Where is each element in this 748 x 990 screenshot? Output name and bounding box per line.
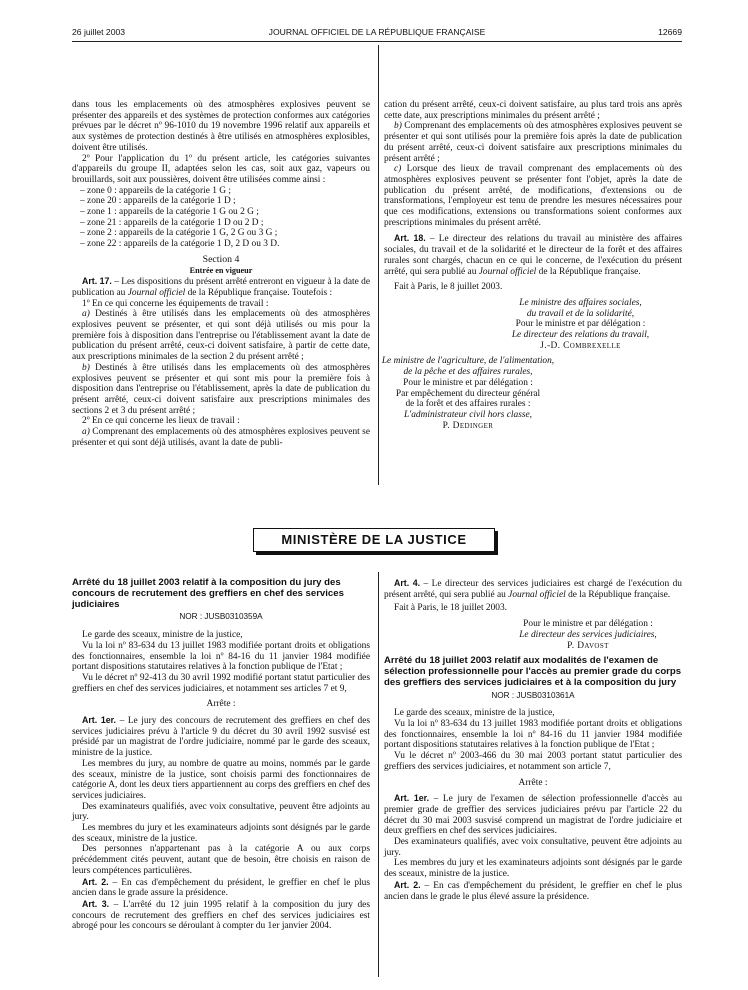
paragraph <box>72 427 370 448</box>
paragraph: Vu la loi nº 83-634 du 13 juillet 1983 modifiée portant droits et obligations des fonctionnaires, ensemble la loi nº 84-16 du 11 janvier 1984 modifiée portant dispositions statutaires relatives à la fonction publique de l'Etat ; <box>384 719 682 751</box>
article-label: Art. 2. <box>394 879 421 890</box>
zone-item: – zone 2 : appareils de la catégorie 1 G, 2 G ou 3 G ; <box>80 228 278 239</box>
signatory-title: du travail et de la solidarité, <box>526 308 635 319</box>
item-label: a) <box>82 309 90 320</box>
zone-item: – zone 0 : appareils de la catégorie 1 G ; <box>80 185 231 196</box>
item-text: Destinés à être utilisés dans les emplacements où des atmosphères explosives peuvent se présenter et qui sont mis pour la première fois à disposition dans l'entreprise ou l'établissement, après la date de publication du présent arrêté, ceux-ci doivent satisfaire aux prescriptions minimales des sections 2 et 3 du présent arrêté ; <box>72 362 370 416</box>
journal-reference: Journal officiel <box>508 589 566 600</box>
bottom-left-column <box>72 578 370 932</box>
paragraph: Le garde des sceaux, ministre de la justice, <box>394 708 555 719</box>
signing-place-date: Fait à Paris, le 8 juillet 2003. <box>394 282 503 293</box>
nor-reference: NOR : JUSB0310361A <box>491 690 575 700</box>
section-heading: Section 4 <box>202 253 240 265</box>
article-text: – Les dispositions du présent arrêté entreront en vigueur à la date de publication au <box>72 277 370 298</box>
article-1 <box>72 715 370 759</box>
article-text: – Le directeur des services judiciaires est chargé de l'exécution du présent arrêté, qui sera publié au <box>384 579 682 600</box>
paragraph: Les membres du jury et les examinateurs adjoints sont désignés par le garde des sceaux, ministre de la justice. <box>72 823 370 844</box>
signatory-title: L'administrateur civil hors classe, <box>403 409 533 420</box>
article-label: Art. 1er. <box>394 793 430 804</box>
article-text: – L'arrêté du 12 juin 1995 relatif à la composition du jury des concours de recrutement des greffiers en chef des services judiciaires est abrogé pour les concours se déroulant à compter du 1er janvier 2004. <box>72 899 370 932</box>
paragraph: Les membres du jury et les examinateurs adjoints sont désignés par le garde des sceaux, ministre de la justice. <box>384 858 682 880</box>
signatory-title: de la pêche et des affaires rurales, <box>403 367 533 378</box>
article-text: – En cas d'empêchement du président, le greffier en chef le plus ancien dans le grade assure la présidence. <box>72 877 370 899</box>
paragraph: Vu le décret nº 2003-466 du 30 mai 2003 portant statut particulier des greffiers des services judiciaires, et notamment son article 7, <box>384 751 682 772</box>
signature-block-2 <box>374 356 562 431</box>
nor-reference: NOR : JUSB0310359A <box>179 612 263 622</box>
paragraph <box>72 363 370 417</box>
item-text: Comprenant des emplacements où des atmosphères explosives peuvent se présenter et qui sont déjà utilisés, avant la date de publi- <box>72 427 370 448</box>
arrete-heading: Arrête : <box>206 699 236 710</box>
paragraph: 2º Pour l'application du 1º du présent article, les catégories suivantes d'appareils du groupe II, adaptées selon les cas, soit aux gaz, vapeurs ou brouillards, soit aux poussières, doivent être utilisées comme ainsi : <box>72 153 370 185</box>
article-label: Art. 17. <box>82 276 112 287</box>
delegation-line: Pour le ministre et par délégation : <box>515 319 646 330</box>
delegation-line: Pour le ministre et par délégation : <box>403 377 533 388</box>
article-2 <box>72 877 370 899</box>
signatory-title: Le ministre des affaires sociales, <box>519 297 642 308</box>
signatory-title: Le ministre de l'agriculture, de l'alimentation, <box>381 356 555 367</box>
item-label: c) <box>394 164 402 175</box>
article-label: Art. 3. <box>82 898 110 909</box>
paragraph: Vu la loi nº 83-634 du 13 juillet 1983 modifiée portant droits et obligations des fonctionnaires, ensemble la loi nº 84-16 du 11 janvier 1984 modifiée portant dispositions statutaires relatives à la fonction publique de l'Etat ; <box>72 640 370 673</box>
article-3 <box>72 899 370 932</box>
section-subheading: Entrée en vigueur <box>189 265 253 275</box>
item-text: Lorsque des lieux de travail comprenant des emplacements où des atmosphères explosives peuvent se présenter font l'objet, après la date de publication du présent arrêté, de modifications, d'extensions ou de transformations, l'employeur est tenu de prendre les mesures nécessaires pour que ces modifications, extensions ou transformations soient conformes aux prescriptions minimales du présent arrêté. <box>384 164 682 228</box>
item-label: b) <box>82 362 90 373</box>
paragraph: 2º En ce qui concerne les lieux de travail : <box>82 416 240 427</box>
header-page-number: 12669 <box>658 27 682 37</box>
paragraph: Des personnes n'appartenant pas à la catégorie A ou aux corps précédemment cités peuvent, autant que de besoin, être choisis en raison de leurs compétences particulières. <box>72 844 370 876</box>
paragraph: cation du présent arrêté, ceux-ci doivent satisfaire, au plus tard trois ans après cette date, aux prescriptions minimales du présent arrêté ; <box>384 100 682 121</box>
signatory-name: P. Dedinger <box>442 420 494 431</box>
paragraph <box>384 164 682 228</box>
paragraph: 1º En ce qui concerne les équipements de travail : <box>82 298 269 309</box>
paragraph: Vu le décret nº 92-413 du 30 avril 1992 modifié portant statut particulier des greffiers en chef des services judiciaires, et notamment ses articles 7 et 9, <box>72 672 370 694</box>
article-18 <box>384 233 682 277</box>
column-divider-bottom <box>378 572 379 977</box>
header-journal-title: JOURNAL OFFICIEL DE LA RÉPUBLIQUE FRANÇAISE <box>268 27 486 37</box>
signing-place-date: Fait à Paris, le 18 juillet 2003. <box>394 603 508 614</box>
signatory-title: Le directeur des relations du travail, <box>511 330 650 341</box>
paragraph: Des examinateurs qualifiés, avec voix consultative, peuvent être adjoints au jury. <box>384 837 682 858</box>
delegation-line: Pour le ministre et par délégation : <box>523 619 653 630</box>
ministry-heading: MINISTÈRE DE LA JUSTICE <box>253 528 495 552</box>
zone-item: – zone 22 : appareils de la catégorie 1 D, 2 D ou 3 D. <box>80 239 280 250</box>
paragraph: Le garde des sceaux, ministre de la justice, <box>82 630 243 641</box>
article-label: Art. 1er. <box>82 715 116 726</box>
zone-item: – zone 21 : appareils de la catégorie 1 D ou 2 D ; <box>80 217 264 228</box>
journal-reference: Journal officiel <box>478 266 537 277</box>
signatory-name: J.-D. Combrexelle <box>540 340 621 351</box>
article-text: – En cas d'empêchement du président, le greffier en chef le plus ancien dans le grade le plus élevé assure la présidence. <box>384 880 682 902</box>
item-label: b) <box>394 121 402 132</box>
item-label: a) <box>82 427 90 438</box>
header-date: 26 juillet 2003 <box>72 27 126 37</box>
delegation-line: de la forêt et des affaires rurales : <box>405 399 531 410</box>
article-1 <box>384 793 682 837</box>
decree-title: Arrêté du 18 juillet 2003 relatif aux modalités de l'examen de sélection professionnelle pour l'accès au premier grade du corps des greffiers des services judiciaires et à la composition du jury <box>384 655 682 688</box>
article-text: – Le directeur des relations du travail au ministère des affaires sociales, du travail et de la solidarité et le directeur de la forêt et des affaires rurales sont chargés, chacun en ce qui le concerne, de l'exécution du présent arrêté, qui sera publié au <box>384 234 683 277</box>
item-text: Comprenant des emplacements où des atmosphères explosives peuvent se présenter et qui sont utilisés pour la première fois après la date de publication du présent arrêté, ceux-ci doivent satisfaire aux prescriptions minimales du présent arrêté ; <box>384 121 682 164</box>
paragraph: dans tous les emplacements où des atmosphères explosives peuvent se présenter des appareils et des systèmes de protection conformes aux catégories prévues par le décret nº 96-1010 du 19 novembre 1996 relatif aux appareils et aux systèmes de protection destinés à être utilisés en atmosphères explosibles, doivent être utilisés. <box>72 100 370 153</box>
signatory-title: Le directeur des services judiciaires, <box>519 629 657 640</box>
article-text: de la République française. Toutefois : <box>185 287 333 298</box>
article-label: Art. 2. <box>82 876 109 887</box>
signature-block-3 <box>494 619 682 651</box>
item-text: Destinés à être utilisés dans les emplacements où des atmosphères explosives peuvent se présenter, et qui sont déjà utilisés ou mis pour la première fois à disposition dans l'entreprise ou l'établissement avant la date de publication du présent arrêté, ceux-ci doivent satisfaire, à partir de cette date, aux prescriptions minimales de la section 2 du présent arrêté ; <box>72 309 370 363</box>
article-2 <box>384 880 682 902</box>
journal-reference: Journal officiel <box>127 287 186 298</box>
article-text: de la République française. <box>565 589 671 600</box>
header-rule <box>72 41 682 42</box>
article-text: – Le jury des concours de recrutement des greffiers en chef des services judiciaires prévu à l'article 9 du décret du 30 avril 1992 susvisé est présidé par un magistrat de l'ordre judiciaire, nommé par le garde des sceaux, ministre de la justice. <box>72 716 371 759</box>
paragraph <box>72 309 370 363</box>
article-label: Art. 18. <box>394 233 426 244</box>
zone-item: – zone 20 : appareils de la catégorie 1 D ; <box>80 196 236 207</box>
signatory-name: P. Davost <box>567 640 609 651</box>
arrete-heading: Arrête : <box>518 777 548 788</box>
delegation-line: Par empêchement du directeur général <box>395 388 541 399</box>
top-right-column <box>381 100 683 431</box>
signature-block-1 <box>479 298 682 352</box>
paragraph: Des examinateurs qualifiés, avec voix consultative, peuvent être adjoints au jury. <box>72 801 370 823</box>
bottom-right-column <box>384 578 682 902</box>
page-header <box>72 27 682 39</box>
zone-item: – zone 1 : appareils de la catégorie 1 G ou 2 G ; <box>80 207 259 218</box>
article-17 <box>72 276 370 298</box>
article-label: Art. 4. <box>394 578 421 588</box>
article-text: de la République française. <box>536 266 641 277</box>
article-4 <box>384 578 682 600</box>
paragraph: Les membres du jury, au nombre de quatre au moins, nommés par le garde des sceaux, ministre de la justice, sont choisis parmi des fonctionnaires de catégorie A, dont les deux tiers appartiennent au corps des greffiers en chef des services judiciaires. <box>72 758 370 801</box>
top-left-column <box>72 100 370 449</box>
paragraph <box>384 121 682 164</box>
article-text: – Le jury de l'examen de sélection professionnelle d'accès au premier grade de greffier des services judiciaires prévu par l'article 22 du décret du 30 mai 2003 susvisé comprend un magistrat de l'ordre judiciaire et deux greffiers en chef des services judiciaires. <box>384 794 683 837</box>
decree-title: Arrêté du 18 juillet 2003 relatif à la composition du jury des concours de recrutement des greffiers en chef des services judiciaires <box>72 577 344 610</box>
